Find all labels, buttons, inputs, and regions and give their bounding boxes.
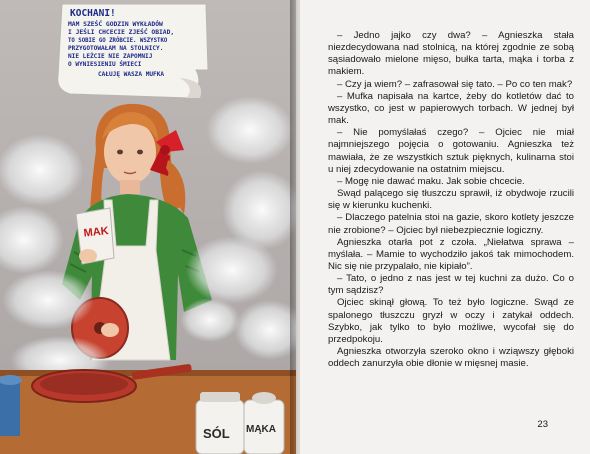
note-line-5: PRZYGOTOWAŁAM NA STOLNICY. [68,45,164,52]
salt-jar [196,392,244,454]
flour-jar-label: MĄKA [246,424,276,435]
paragraph-7: – Dlaczego patelnia stoi na gazie, skoro kotlety jeszcze nie zrobione? – Ojciec był niebezpiecznie logiczny. [328,212,574,236]
paragraph-1: – Jedno jajko czy dwa? – Agnieszka stała niezdecydowana nad stolnicą, na której zgodnie ze sobą sąsiadowało mielone mięso, bułka tarta, mąka i torba z makiem. [328,30,574,78]
paragraph-10: Ojciec skinął głową. To też było logiczne. Swąd ze spalonego tłuszczu gryzł w oczy i zatykał oddech. Szybko, jak tylko to było możliwe, wycofał się do przedpokoju. [328,297,574,345]
note-line-1: KOCHANI! [70,8,116,19]
blue-pot [0,375,22,436]
box-label: MAK [83,225,110,240]
flour-jar [244,392,284,454]
note-line-2: MAM SZEŚĆ GODZIN WYKŁADÓW [68,21,163,28]
paragraph-11: Agnieszka otworzyła szeroko okno i wziąwszy głęboki oddech zanurzyła obie dłonie w mięsnej masie. [328,346,574,370]
page-number: 23 [537,419,548,430]
paragraph-5: – Mogę nie dawać maku. Jak sobie chcecie. [337,175,525,187]
note-line-8: CAŁUJĘ WASZA MUFKA [98,71,165,78]
paragraph-9: – Tato, o jedno z nas jest w tej kuchni za dużo. Co o tym sądzisz? [328,273,574,297]
note-paper [58,4,208,98]
paragraph-6: Swąd palącego się tłuszczu sprawił, iż obydwoje rzucili się w kierunku kuchenki. [328,188,574,212]
note-line-4: TO SOBIE GO ZRÓBCIE. WSZYSTKO [68,38,168,44]
paragraph-8: Agnieszka otarła pot z czoła. „Niełatwa sprawa – myślała. – Mamie to wychodziło jakoś tak mimochodem. Nic się nie przypalało, nie kipiało”. [328,236,574,272]
paragraph-3: – Mufka napisała na kartce, żeby do kotletów dać to wszystko, co jest w papierowych torbach. W jednej był mak. [328,90,574,127]
text-page [300,0,590,454]
paragraph-2: – Czy ja wiem? – zafrasował się tato. – Po co ten mak? [337,78,573,90]
salt-jar-label: SÓL [203,426,230,441]
story-text [328,30,574,370]
note-line-3: I JEŚLI CHCECIE ZJEŚĆ OBIAD, [68,29,175,36]
paragraph-4: – Nie pomyślałaś czego? – Ojciec nie miał najmniejszego pojęcia o gotowaniu. Agnieszka też mawiała, że ze wszystkich sztuk pięknych, kulinarna stoi u niej zdecydowanie na ostatnim miejscu. [328,127,574,175]
note-line-7: O WYNIESIENIU ŚMIECI [68,61,142,68]
note-line-6: NIE LEŻCIE NIE ZAPOMNIJ [68,53,153,60]
